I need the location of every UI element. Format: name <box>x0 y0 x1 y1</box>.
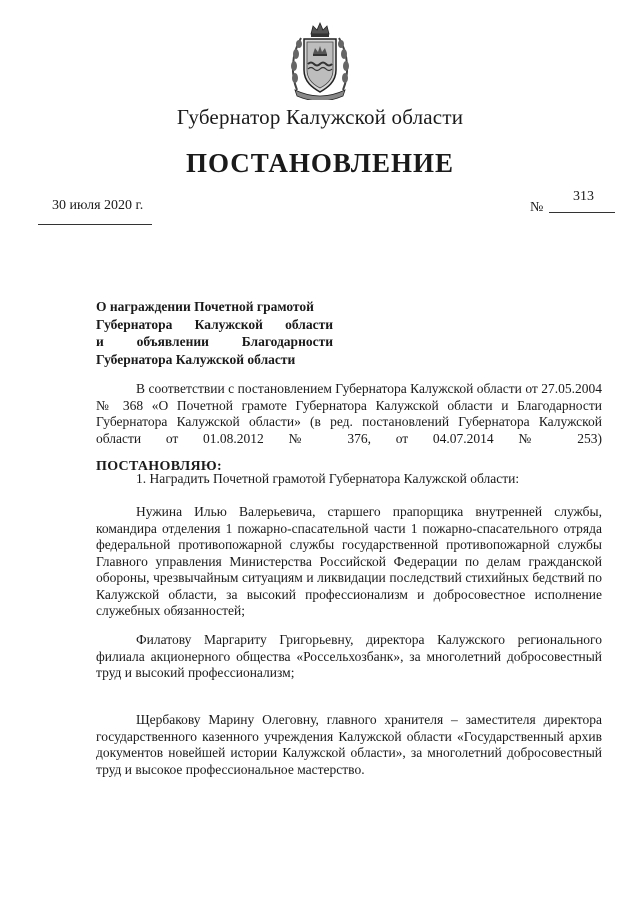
document-subject <box>96 298 333 368</box>
subject-line: и объявлении Благодарности <box>96 334 333 349</box>
document-date: 30 июля 2020 г. <box>52 198 144 213</box>
subject-line: Губернатора Калужской области <box>96 351 296 367</box>
subject-line: О награждении Почетной грамотой <box>96 299 314 314</box>
document-number-label: № <box>530 200 544 215</box>
preamble-paragraph <box>96 381 602 447</box>
awardee-paragraph <box>96 504 602 620</box>
awardee-text: Филатову Маргариту Григорьевну, директора Калужского регионального филиала акционерного общества «Россельхозбанк», за многолетний добросовестный труд и высокий профессионализм; <box>96 632 602 680</box>
kaluga-coat-of-arms-icon <box>289 20 351 100</box>
decree-heading: ПОСТАНОВЛЯЮ: <box>96 459 222 474</box>
awardee-paragraph <box>96 712 602 778</box>
awardee-text: Щербакову Марину Олеговну, главного хранителя – заместителя директора государственного казенного учреждения Калужской области «Государственный архив документов новейшей истории Калужской области», за многолетний добросовестный труд и высокое профессиональное мастерство. <box>96 712 602 777</box>
item-1: 1. Наградить Почетной грамотой Губернатора Калужской области: <box>136 471 520 486</box>
awardee-text: Нужина Илью Валерьевича, старшего прапорщика внутренней службы, командира отделения 1 пожарно-спасательной части 1 пожарно-спасательного отряда федеральной противопожарной службы государственной противопожарной службы Главного управления Министерства Российской Федерации по делам гражданской обороны, чрезвычайным ситуациям и ликвидации последствий стихийных бедствий по Калужской области, за высокий профессионализм и добросовестное исполнение служебных обязанностей; <box>96 504 602 618</box>
number-underline <box>549 212 615 213</box>
issuing-authority: Губернатор Калужской области <box>176 105 464 129</box>
document-type-title: ПОСТАНОВЛЕНИЕ <box>185 148 455 178</box>
preamble-text: В соответствии с постановлением Губернатора Калужской области от 27.05.2004 № 368 «О Почетной грамоте Губернатора Калужской области и Благодарности Губернатора Калужской области» (в ред. постановлений Губернатора Калужской области от 01.08.2012 № 376, от 04.07.2014 № 253) <box>96 381 602 446</box>
document-number: 313 <box>573 189 594 204</box>
subject-line: Губернатора Калужской области <box>96 316 333 332</box>
awardee-paragraph <box>96 632 602 682</box>
date-underline <box>38 224 152 225</box>
